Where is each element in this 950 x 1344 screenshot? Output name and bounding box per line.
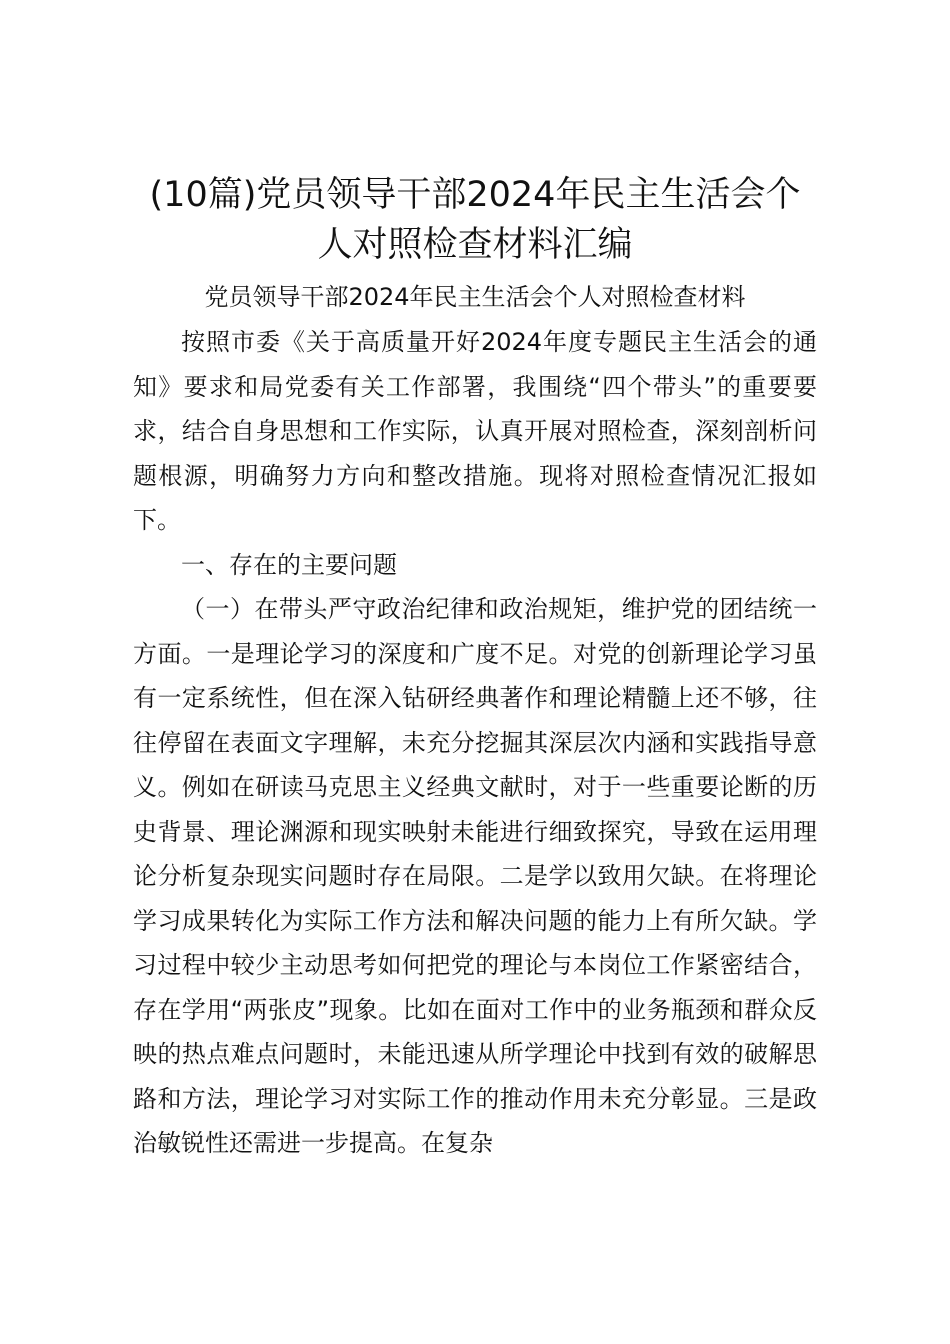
document-page	[133, 170, 817, 1166]
document-subtitle: 党员领导干部2024年民主生活会个人对照检查材料	[204, 283, 746, 311]
document-title: (10篇)党员领导干部2024年民主生活会个人对照检查材料汇编	[149, 175, 801, 265]
body-paragraph: （一）在带头严守政治纪律和政治规矩，维护党的团结统一方面。一是理论学习的深度和广度不足。对党的创新理论学习虽有一定系统性，但在深入钻研经典著作和理论精髓上还不够，往往停留在表面文字理解，未充分挖掘其深层次内涵和实践指导意义。例如在研读马克思主义经典文献时，对于一些重要论断的历史背景、理论渊源和现实映射未能进行细致探究，导致在运用理论分析复杂现实问题时存在局限。二是学以致用欠缺。在将理论学习成果转化为实际工作方法和解决问题的能力上有所欠缺。学习过程中较少主动思考如何把党的理论与本岗位工作紧密结合，存在学用“两张皮”现象。比如在面对工作中的业务瓶颈和群众反映的热点难点问题时，未能迅速从所学理论中找到有效的破解思路和方法，理论学习对实际工作的推动作用未充分彰显。三是政治敏锐性还需进一步提高。在复杂	[133, 595, 817, 1157]
intro-paragraph: 按照市委《关于高质量开好2024年度专题民主生活会的通知》要求和局党委有关工作部署，我围绕“四个带头”的重要要求，结合自身思想和工作实际，认真开展对照检查，深刻剖析问题根源，明确努力方向和整改措施。现将对照检查情况汇报如下。	[133, 328, 817, 534]
section-heading: 一、存在的主要问题	[181, 550, 397, 579]
